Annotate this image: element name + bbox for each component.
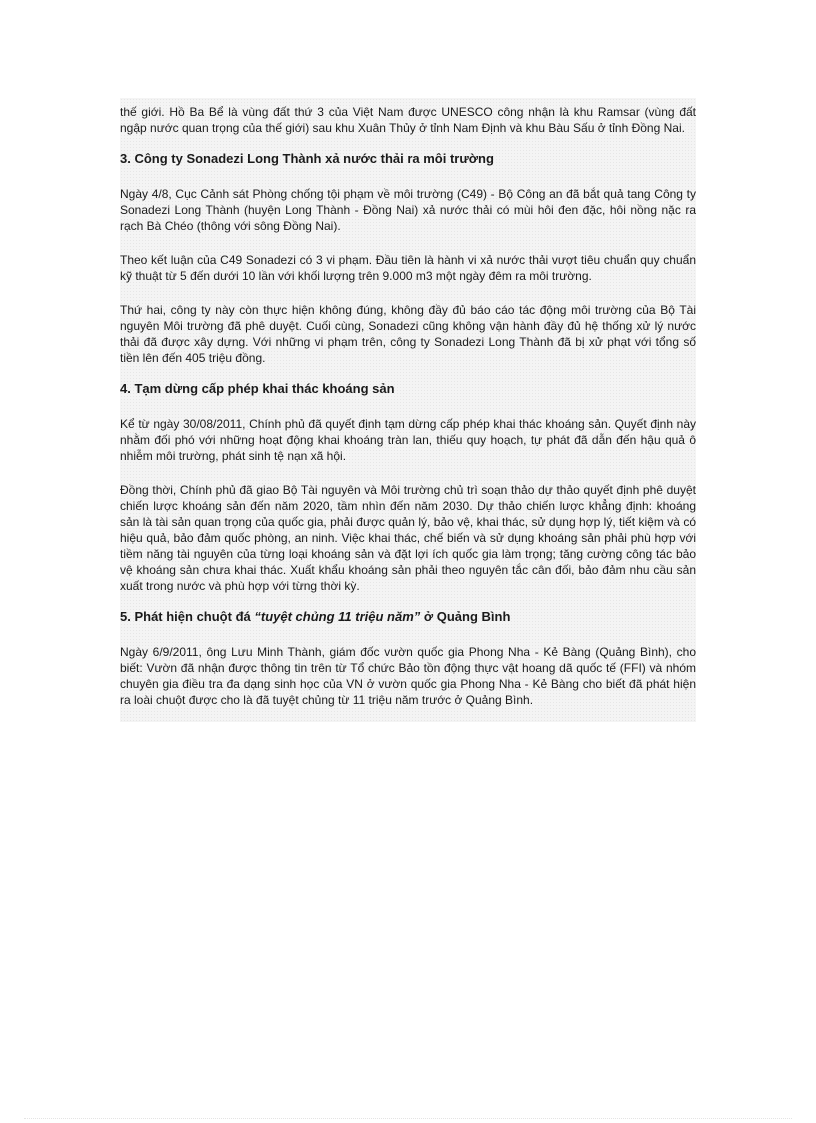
spacer (120, 464, 696, 476)
section-5-heading (120, 594, 696, 630)
section-3-heading: 3. Công ty Sonadezi Long Thành xả nước thải ra môi trường (120, 151, 494, 166)
section-3-paragraph-2: Theo kết luận của C49 Sonadezi có 3 vi phạm. Đầu tiên là hành vi xả nước thải vượt tiêu chuẩn quy chuẩn kỹ thuật từ 5 đến dưới 10 lần với khối lượng trên 9.000 m3 một ngày đêm ra môi trường. (120, 253, 696, 283)
spacer (120, 402, 696, 410)
spacer (120, 234, 696, 246)
spacer (120, 284, 696, 296)
section-5-paragraph-1: Ngày 6/9/2011, ông Lưu Minh Thành, giám đốc vườn quốc gia Phong Nha - Kẻ Bàng (Quảng Bình), cho biết: Vườn đã nhận được thông tin trên từ Tổ chức Bảo tồn động thực vật hoang dã quốc tế (FFI) và nhóm chuyên gia điều tra đa dạng sinh học của VN ở vườn quốc gia Phong Nha - Kẻ Bàng cho biết đã phát hiện ra loài chuột được cho là đã tuyệt chủng từ 11 triệu năm trước ở Quảng Bình. (120, 645, 696, 707)
section-4-paragraph-1: Kể từ ngày 30/08/2011, Chính phủ đã quyết định tạm dừng cấp phép khai thác khoáng sản. Quyết định này nhằm đối phó với những hoạt động khai khoáng tràn lan, thiếu quy hoạch, tự phát đã dẫn đến hậu quả ô nhiễm môi trường, phát sinh tệ nạn xã hội. (120, 417, 696, 463)
section-3-paragraph-1: Ngày 4/8, Cục Cảnh sát Phòng chống tội phạm về môi trường (C49) - Bộ Công an đã bắt quả tang Công ty Sonadezi Long Thành (huyện Long Thành - Đồng Nai) xả nước thải có mùi hôi đen đặc, hôi nồng nặc ra rạch Bà Chéo (thông với sông Đồng Nai). (120, 187, 696, 233)
spacer (120, 630, 696, 638)
section-3-paragraph-3: Thứ hai, công ty này còn thực hiện không đúng, không đầy đủ báo cáo tác động môi trường của Bộ Tài nguyên Môi trường đã phê duyệt. Cuối cùng, Sonadezi cũng không vận hành đầy đủ hệ thống xử lý nước thải đã được xây dựng. Với những vi phạm trên, công ty Sonadezi Long Thành đã bị xử phạt với tổng số tiền lên đến 405 triệu đồng. (120, 303, 696, 365)
intro-paragraph: thế giới. Hồ Ba Bể là vùng đất thứ 3 của Việt Nam được UNESCO công nhận là khu Ramsar (vùng đất ngập nước quan trọng của thế giới) sau khu Xuân Thủy ở tỉnh Nam Định và khu Bàu Sấu ở tỉnh Đồng Nai. (120, 105, 696, 135)
spacer (120, 172, 696, 180)
section-5-heading-prefix: 5. Phát hiện chuột đá (120, 609, 255, 624)
section-5-heading-quote: “tuyệt chủng 11 triệu năm” (254, 609, 421, 624)
article-body (120, 98, 696, 722)
spacer (120, 708, 696, 722)
section-4-heading: 4. Tạm dừng cấp phép khai thác khoáng sản (120, 381, 395, 396)
section-5-heading-suffix: ở Quảng Bình (420, 609, 511, 624)
section-4-paragraph-2: Đồng thời, Chính phủ đã giao Bộ Tài nguyên và Môi trường chủ trì soạn thảo dự thảo quyết định phê duyệt chiến lược khoáng sản đến năm 2020, tầm nhìn đến năm 2030. Dự thảo chiến lược khẳng định: khoáng sản là tài sản quan trọng của quốc gia, phải được quản lý, bảo vệ, khai thác, sử dụng hợp lý, tiết kiệm và có hiệu quả, bảo đảm quốc phòng, an ninh. Việc khai thác, chế biến và sử dụng khoáng sản phải phù hợp với tiềm năng tài nguyên của từng loại khoáng sản và đặt lợi ích quốc gia làm trọng; tăng cường công tác bảo vệ khoáng sản chưa khai thác. Xuất khẩu khoáng sản phải theo nguyên tắc cân đối, bảo đảm nhu cầu sản xuất trong nước và phù hợp với từng thời kỳ. (120, 483, 696, 593)
page-bottom-rule (24, 1118, 792, 1119)
